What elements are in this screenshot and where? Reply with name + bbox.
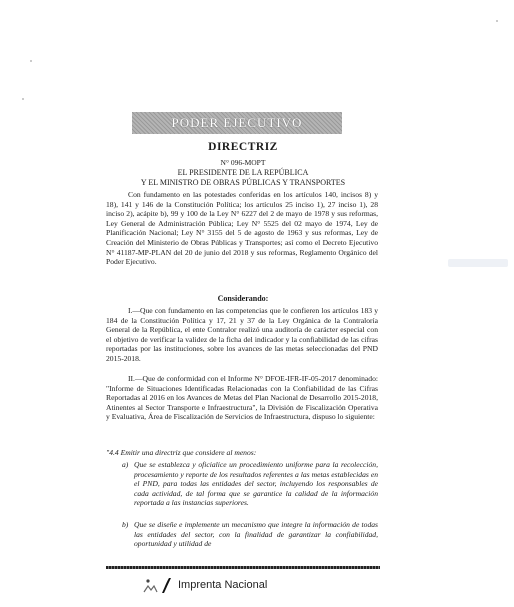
publisher-name: Imprenta Nacional bbox=[178, 579, 268, 591]
considering-heading: Considerando: bbox=[217, 294, 269, 303]
document-title: DIRECTRIZ bbox=[208, 141, 278, 153]
scan-speck bbox=[22, 98, 24, 100]
banner-label: PODER EJECUTIVO bbox=[171, 115, 303, 130]
publisher-logo bbox=[142, 575, 282, 595]
section-banner bbox=[132, 112, 342, 134]
imprenta-nacional-logo-icon bbox=[142, 575, 176, 595]
list-item bbox=[122, 520, 378, 549]
list-item-label: a) bbox=[122, 460, 129, 469]
authority-line-2: Y EL MINISTRO DE OBRAS PÚBLICAS Y TRANSPORTES bbox=[140, 178, 346, 187]
document-number: N° 096-MOPT bbox=[220, 158, 266, 167]
authority-line-1: EL PRESIDENTE DE LA REPÚBLICA bbox=[177, 168, 309, 177]
footer-divider bbox=[106, 566, 380, 569]
list-item-label: b) bbox=[122, 520, 129, 529]
preamble-paragraph: Con fundamento en las potestades conferidas en los artículos 140, incisos 8) y 18), 141 y 146 de la Constitución Política; los artículos 25 inciso 1), 27 inciso 1), 28 inciso 2), acápite b), 99 y 100 de la Ley N° 6227 del 2 de mayo de 1978 y sus reformas, Ley General de Administración Pública; Ley N° 5525 del 02 mayo de 1974, Ley de Planificación Nacional; Ley N° 3155 del 5 de agosto de 1963 y sus reformas, Ley de Creación del Ministerio de Obras Públicas y Transportes; así como el Decreto Ejecutivo N° 41187-MP-PLAN del 20 de junio del 2018 y sus reformas, Reglamento Orgánico del Poder Ejecutivo. bbox=[106, 190, 378, 267]
considering-paragraph-2: II.—Que de conformidad con el Informe N° DFOE-IFR-IF-05-2017 denominado: "Informe de Situaciones Identificadas Relacionadas con la Confiabilidad de las Cifras Reportadas al 2016 en los Avances de Metas del Plan Nacional de Desarrollo 2015-2018, Atinentes al Sector Transporte e Infraestructura", la División de Fiscalización Operativa y Evaluativa, Área de Fiscalización de Servicios de Infraestructura, dispuso lo siguiente: bbox=[106, 374, 378, 422]
list-item-text: Que se establezca y oficialice un procedimiento uniforme para la recolección, procesamiento y reporte de los resultados referentes a las metas establecidas en el PND, para todas las entidades del sector, incluyendo los responsables de cada actividad, de tal forma que se garantice la calidad de la información reportada a las instancias superiores. bbox=[134, 460, 378, 508]
scan-speck bbox=[30, 60, 32, 62]
scan-speck bbox=[496, 20, 498, 22]
faint-bleed-through-mark bbox=[448, 259, 508, 267]
list-item bbox=[122, 460, 378, 508]
list-item-text: Que se diseñe e implemente un mecanismo que integre la información de todas las entidades del sector, con la finalidad de garantizar la confiabilidad, oportunidad y utilidad de bbox=[134, 520, 378, 549]
quote-intro: "4.4 Emitir una directriz que considere al menos: bbox=[106, 448, 257, 457]
considering-paragraph-1: I.—Que con fundamento en las competencias que le confieren los artículos 183 y 184 de la Constitución Política y 17, 21 y 37 de la Ley Orgánica de la Contraloría General de la República, el ente Contralor realizó una auditoría de carácter especial con el objetivo de verificar la validez de la ficha del indicador y la confiabilidad de las cifras reportadas por las instituciones, sobre los avances de las metas seleccionadas del PND 2015-2018. bbox=[106, 306, 378, 363]
